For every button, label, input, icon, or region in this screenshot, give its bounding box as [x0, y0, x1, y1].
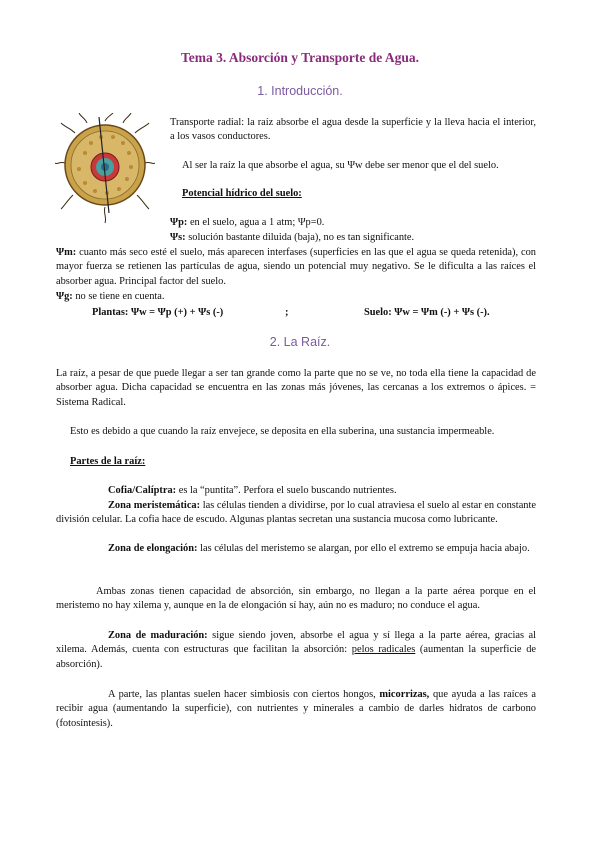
section-heading-introduccion: 1. Introducción.: [257, 84, 343, 98]
elongacion-paragraph: [56, 542, 536, 556]
section-heading-la-raiz: 2. La Raíz.: [269, 335, 331, 349]
psi-g-label: Ψg:: [56, 291, 73, 302]
heading-partes-raiz: Partes de la raíz:: [70, 456, 146, 467]
psi-s-label: Ψs:: [170, 232, 186, 243]
micorrizas-term: micorrizas,: [379, 689, 430, 700]
heading-potencial-hidrico: Potencial hídrico del suelo:: [182, 188, 302, 199]
psi-s-text: solución bastante diluida (baja), no es tan significante.: [185, 232, 415, 243]
psi-m-text: cuanto más seco esté el suelo, más aparecen interfases (superficies en las que el agua se queda retenida), con mayor fuerza se retienen las partículas de agua, siendo un potencial muy negativo. Se le dificulta a las raíces el absorber agua. Principal factor del suelo.: [56, 247, 536, 287]
psi-p-line: [170, 216, 536, 230]
maduracion-label: Zona de maduración:: [108, 630, 208, 641]
root-cross-section-illustration: [55, 113, 155, 223]
suelo-equation: Suelo: Ψw = Ψm (-) + Ψs (-).: [364, 307, 490, 318]
maduracion-text-2: (aumentan la superficie de absorción).: [56, 644, 537, 670]
paragraph-transporte-radial: Transporte radial: la raíz absorbe el agua desde la superficie y la lleva hacia el interior, a los vasos conductores.: [170, 117, 536, 143]
paragraph-al-ser-raiz: Al ser la raíz la que absorbe el agua, su Ψw debe ser menor que el del suelo.: [182, 160, 499, 171]
psi-p-text: en el suelo, agua a 1 atm; Ψp=0.: [187, 217, 325, 228]
meristematica-text: las células tienden a dividirse, por lo cual atraviesa el suelo al estar en constante división celular. La cofia hace de escudo. Algunas plantas secretan una sustancia mucosa como lubricante.: [56, 500, 536, 526]
psi-s-line: [170, 231, 536, 245]
paragraph-micorrizas: [56, 688, 536, 731]
micorrizas-text-2: que ayuda a las raíces a recibir agua (aumentando la superficie), con nutrientes y minerales a cambio de darles hidratos de carbono (fotosíntesis).: [56, 689, 536, 729]
cofia-label: Cofia/Calíptra:: [108, 485, 177, 496]
paragraph-ambas-zonas: Ambas zonas tienen capacidad de absorción, sin embargo, no llegan a la parte aérea porque en el meristemo no hay xilema y, aunque en la de elongación sí hay, aún no es maduro; no conduce el agua.: [56, 586, 536, 612]
paragraph-suberina: Esto es debido a que cuando la raíz envejece, se deposita en ella suberina, una sustancia impermeable.: [70, 426, 495, 437]
elongacion-text: las células del meristemo se alargan, por ello el extremo se empuja hacia abajo.: [197, 543, 530, 554]
psi-m-label: Ψm:: [56, 247, 77, 258]
meristematica-label: Zona meristemática:: [108, 500, 201, 511]
document-title: Tema 3. Absorción y Transporte de Agua.: [180, 50, 420, 65]
psi-g-line: [56, 290, 536, 304]
plantas-equation: Plantas: Ψw = Ψp (+) + Ψs (-): [92, 307, 224, 318]
maduracion-text-1: sigue siendo joven, absorbe el agua y sí llega a la parte aérea, gracias al xilema. Además, cuenta con estructuras que facilitan la absorción:: [56, 630, 536, 656]
psi-m-paragraph: [56, 246, 536, 289]
meristematica-paragraph: [56, 499, 536, 528]
cofia-line: [108, 484, 536, 498]
equation-separator: ;: [285, 307, 289, 318]
psi-g-text: no se tiene en cuenta.: [72, 291, 165, 302]
psi-p-label: Ψp:: [170, 217, 188, 228]
cofia-text: es la “puntita”. Perfora el suelo buscando nutrientes.: [176, 485, 397, 496]
maduracion-paragraph: [56, 629, 536, 672]
paragraph-raiz-capacidad: La raíz, a pesar de que puede llegar a ser tan grande como la parte que no se ve, no toda ella tiene la capacidad de absorber agua. Dicha capacidad se encuentra en las zonas más jóvenes, las cercanas a los extremos o ápices. = Sistema Radical.: [56, 368, 536, 408]
pelos-radicales-term: pelos radicales: [351, 644, 416, 656]
micorrizas-text-1: A parte, las plantas suelen hacer simbiosis con ciertos hongos,: [108, 689, 380, 700]
elongacion-label: Zona de elongación:: [108, 543, 198, 554]
